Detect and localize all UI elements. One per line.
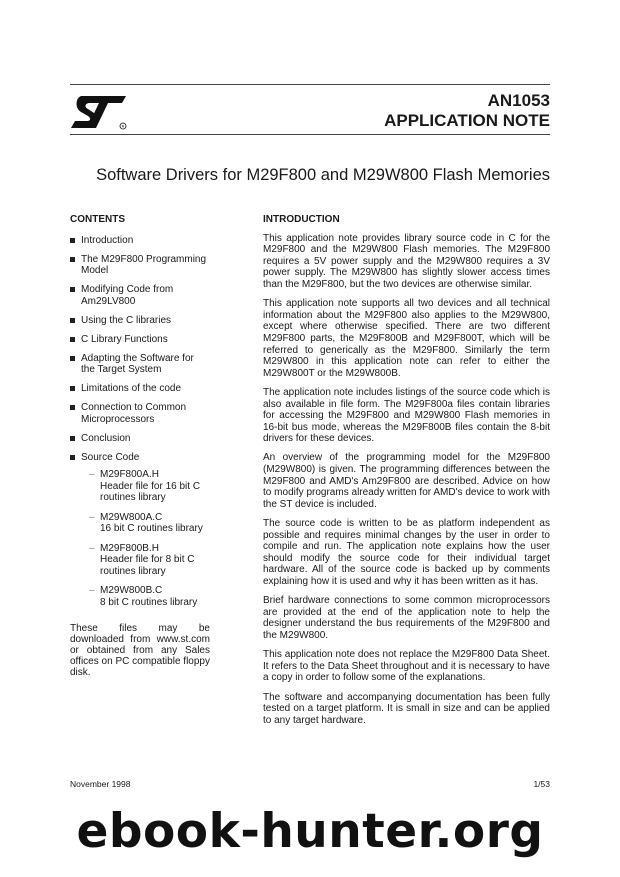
toc-item-programming-model: The M29F800 Programming Model xyxy=(70,254,210,277)
source-file-item: – M29W800B.C 8 bit C routines library xyxy=(89,585,198,608)
dash-icon: – xyxy=(89,469,95,480)
toc-item-adapting-software: Adapting the Software for the Target System xyxy=(70,353,210,376)
toc-item-limitations: Limitations of the code xyxy=(70,383,210,395)
dash-icon: – xyxy=(89,585,95,596)
intro-paragraph: Brief hardware connections to some common microprocessors are provided at the end of the application note to help the designer understand the bus requirements of the M29F800 and the M29W800. xyxy=(263,595,550,641)
top-rule xyxy=(70,84,550,85)
dash-icon: – xyxy=(89,511,95,523)
toc-item-introduction: Introduction xyxy=(70,235,210,247)
toc-item-conclusion: Conclusion xyxy=(70,433,210,445)
contents-list xyxy=(70,235,210,609)
intro-paragraph: An overview of the programming model for the M29F800 (M29W800) is given. The programming differences between the M29F800 and AMD's Am29F800 are described. Advice on how to modify programs already written for AMD's device to work with the ST device is included. xyxy=(263,452,550,510)
contents-heading: CONTENTS xyxy=(70,214,125,225)
bullet-icon xyxy=(70,386,75,391)
intro-paragraph: This application note does not replace the M29F800 Data Sheet. It refers to the Data Sheet throughout and it is necessary to have a copy in order to follow some of the explanations. xyxy=(263,649,550,684)
st-logo xyxy=(68,94,130,132)
bullet-icon xyxy=(70,287,75,292)
intro-paragraph: The software and accompanying documentation has been fully tested on a target platform. It is small in size and can be applied to any target hardware. xyxy=(263,691,550,726)
source-file-item: – M29W800A.C 16 bit C routines library xyxy=(89,511,203,534)
introduction-heading: INTRODUCTION xyxy=(263,214,340,225)
bullet-icon xyxy=(70,405,75,410)
page-number: 1/53 xyxy=(533,779,550,789)
toc-item-c-library-functions: C Library Functions xyxy=(70,334,210,346)
download-note: These files may be downloaded from www.st.com or obtained from any Sales offices on PC compatible floppy disk. xyxy=(70,623,210,678)
dash-icon: – xyxy=(89,542,95,554)
source-file-item: – M29F800A.H Header file for 16 bit C routines library xyxy=(89,469,201,503)
watermark: ebook-hunter.org xyxy=(76,804,544,859)
intro-paragraph: The application note includes listings of the source code which is also available in file form. The M29F800a files contain libraries for accessing the M29F800 and M29W800 Flash memories in 16-bit bus mode, whereas the M29F800B files contain the 8-bit drivers for these devices. xyxy=(263,386,550,445)
intro-paragraph: The source code is written to be as platform independent as possible and requires minimal changes by the user in order to compile and run. The application note explains how the user should modify the source code for their individual target hardware. All of the source code is backed up by comments explaining how it is used and why it has been written as it has. xyxy=(263,518,550,587)
bullet-icon xyxy=(70,257,75,262)
svg-text:R: R xyxy=(121,123,125,129)
header-rule xyxy=(70,134,550,135)
bullet-icon xyxy=(70,455,75,460)
bullet-icon xyxy=(70,356,75,361)
footer-date: November 1998 xyxy=(70,779,131,789)
source-file-list xyxy=(81,469,210,608)
toc-item-source-code: Source Code – M29F800A.H Header file for 16 bit C routines library – M29W800A.C 16 bit C routines library – M29F800B.H Header file for 8 bit C routines library – M29W800B.C 8 bit C routines library xyxy=(70,452,210,609)
bullet-icon xyxy=(70,238,75,243)
bullet-icon xyxy=(70,436,75,441)
intro-paragraph: This application note provides library source code in C for the M29F800 and the M29W800 Flash memories. The M29F800 requires a 5V power supply and the M29W800 requires a 3V power supply. The M29W800 has slightly slower access times than the M29F800, but the two devices are otherwise similar. xyxy=(263,232,550,290)
bullet-icon xyxy=(70,337,75,342)
source-file-item: – M29F800B.H Header file for 8 bit C routines library xyxy=(89,542,195,577)
introduction-section xyxy=(263,214,550,734)
toc-item-using-c-libraries: Using the C libraries xyxy=(70,315,210,327)
document-number: AN1053 xyxy=(487,91,550,110)
intro-paragraph: This application note supports all two devices and all technical information about the M29F800 also applies to the M29W800, except where otherwise specified. There are two different M29F800 parts, the M29F800B and M29F800T, which will be referred to generically as the M29F800. Similarly the term M29W800 in this application note can refer to either the M29W800T or the M29W800B. xyxy=(263,298,550,379)
bullet-icon xyxy=(70,318,75,323)
document-type: APPLICATION NOTE xyxy=(384,111,550,130)
document-title: Software Drivers for M29F800 and M29W800 Flash Memories xyxy=(96,166,550,185)
toc-item-connection: Connection to Common Microprocessors xyxy=(70,402,210,425)
contents-section xyxy=(70,214,210,678)
toc-item-modifying-code: Modifying Code from Am29LV800 xyxy=(70,284,210,307)
